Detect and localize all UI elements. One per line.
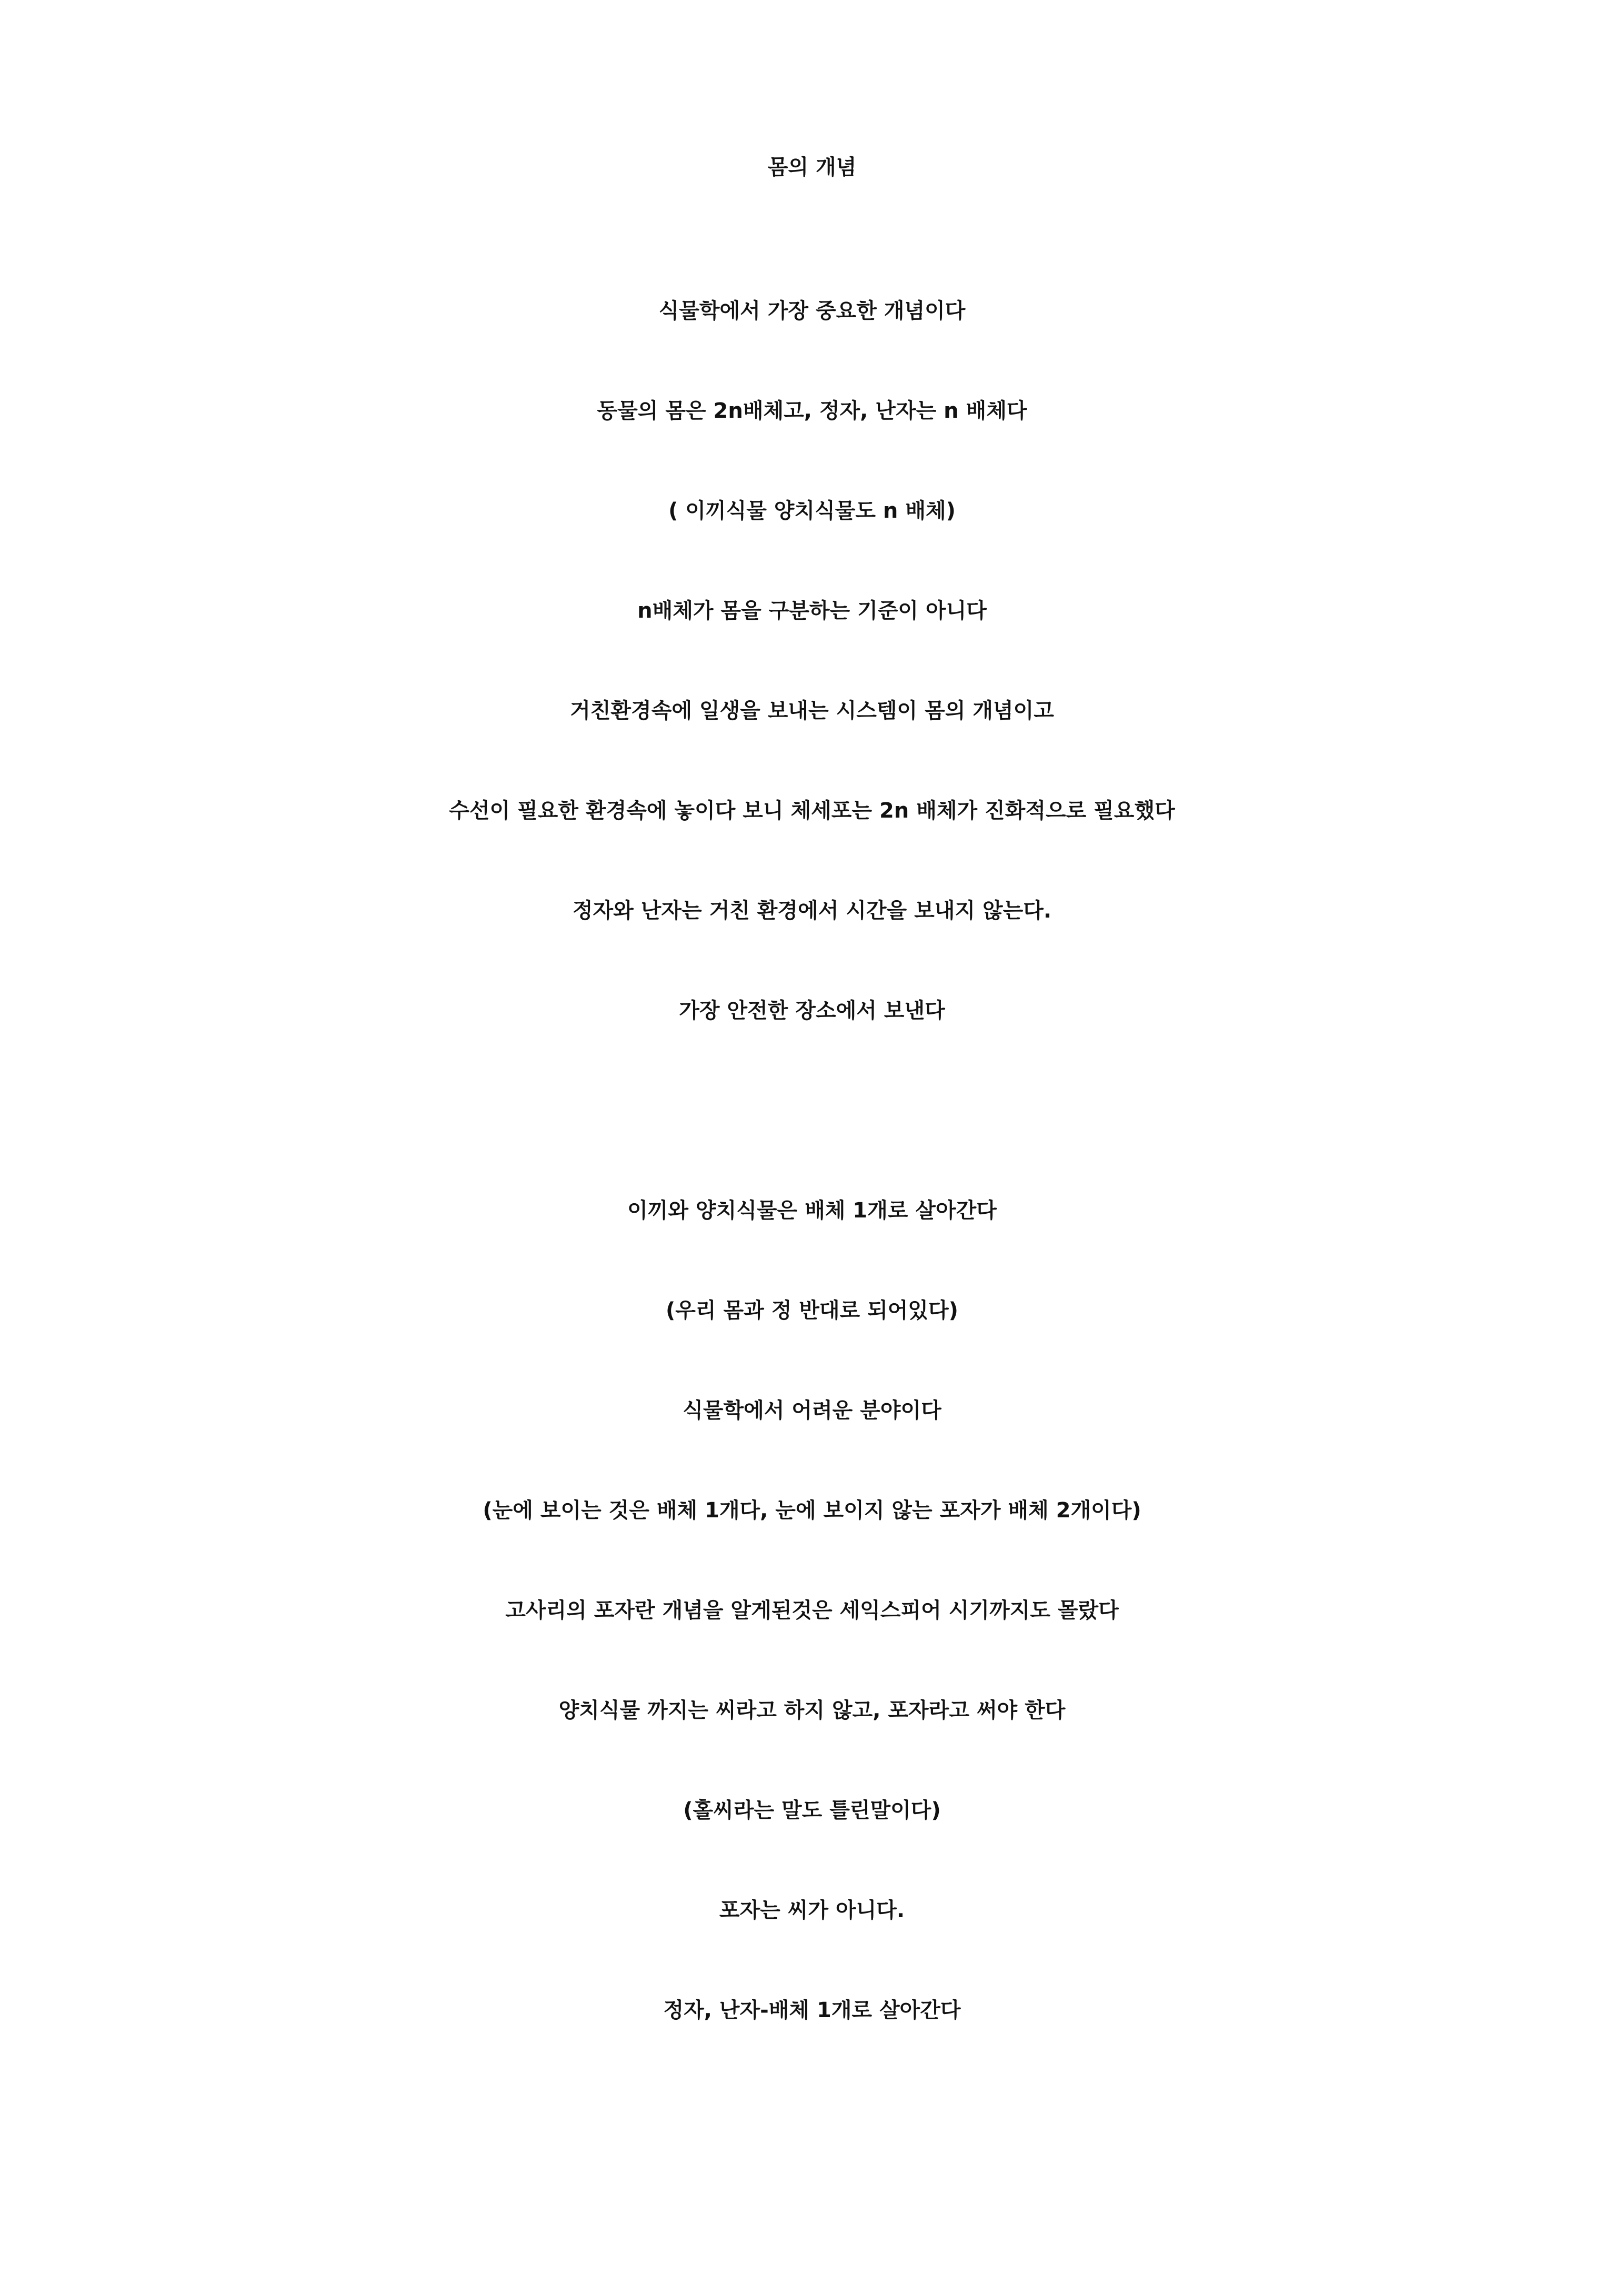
text-line: n배체가 몸을 구분하는 기준이 아니다 [637, 599, 987, 623]
text-line: 이끼와 양치식물은 배체 1개로 살아간다 [627, 1199, 997, 1223]
text-line: (홀씨라는 말도 틀린말이다) [683, 1798, 941, 1822]
text-line: 포자는 씨가 아니다. [719, 1898, 905, 1922]
text-line: (우리 몸과 정 반대로 되어있다) [666, 1298, 958, 1323]
text-line: 양치식물 까지는 씨라고 하지 않고, 포자라고 써야 한다 [558, 1698, 1066, 1723]
text-line: (눈에 보이는 것은 배체 1개다, 눈에 보이지 않는 포자가 배체 2개이다) [483, 1498, 1141, 1523]
text-line: 거친환경속에 일생을 보내는 시스템이 몸의 개념이고 [570, 699, 1054, 723]
text-line: 정자, 난자-배체 1개로 살아간다 [663, 1998, 961, 2022]
text-line: 동물의 몸은 2n배체고, 정자, 난자는 n 배체다 [597, 399, 1027, 423]
text-line: 정자와 난자는 거친 환경에서 시간을 보내지 않는다. [572, 899, 1052, 923]
text-line: 식물학에서 어려운 분야이다 [683, 1398, 941, 1423]
text-line: 고사리의 포자란 개념을 알게된것은 세익스피어 시기까지도 몰랐다 [505, 1598, 1119, 1623]
text-line: 가장 안전한 장소에서 보낸다 [679, 999, 945, 1023]
text-line: ( 이끼식물 양치식물도 n 배체) [668, 499, 956, 523]
text-line: 식물학에서 가장 중요한 개념이다 [658, 299, 966, 323]
document-title: 몸의 개념 [767, 155, 857, 179]
text-line: 수선이 필요한 환경속에 놓이다 보니 체세포는 2n 배체가 진화적으로 필요했다 [449, 799, 1175, 823]
